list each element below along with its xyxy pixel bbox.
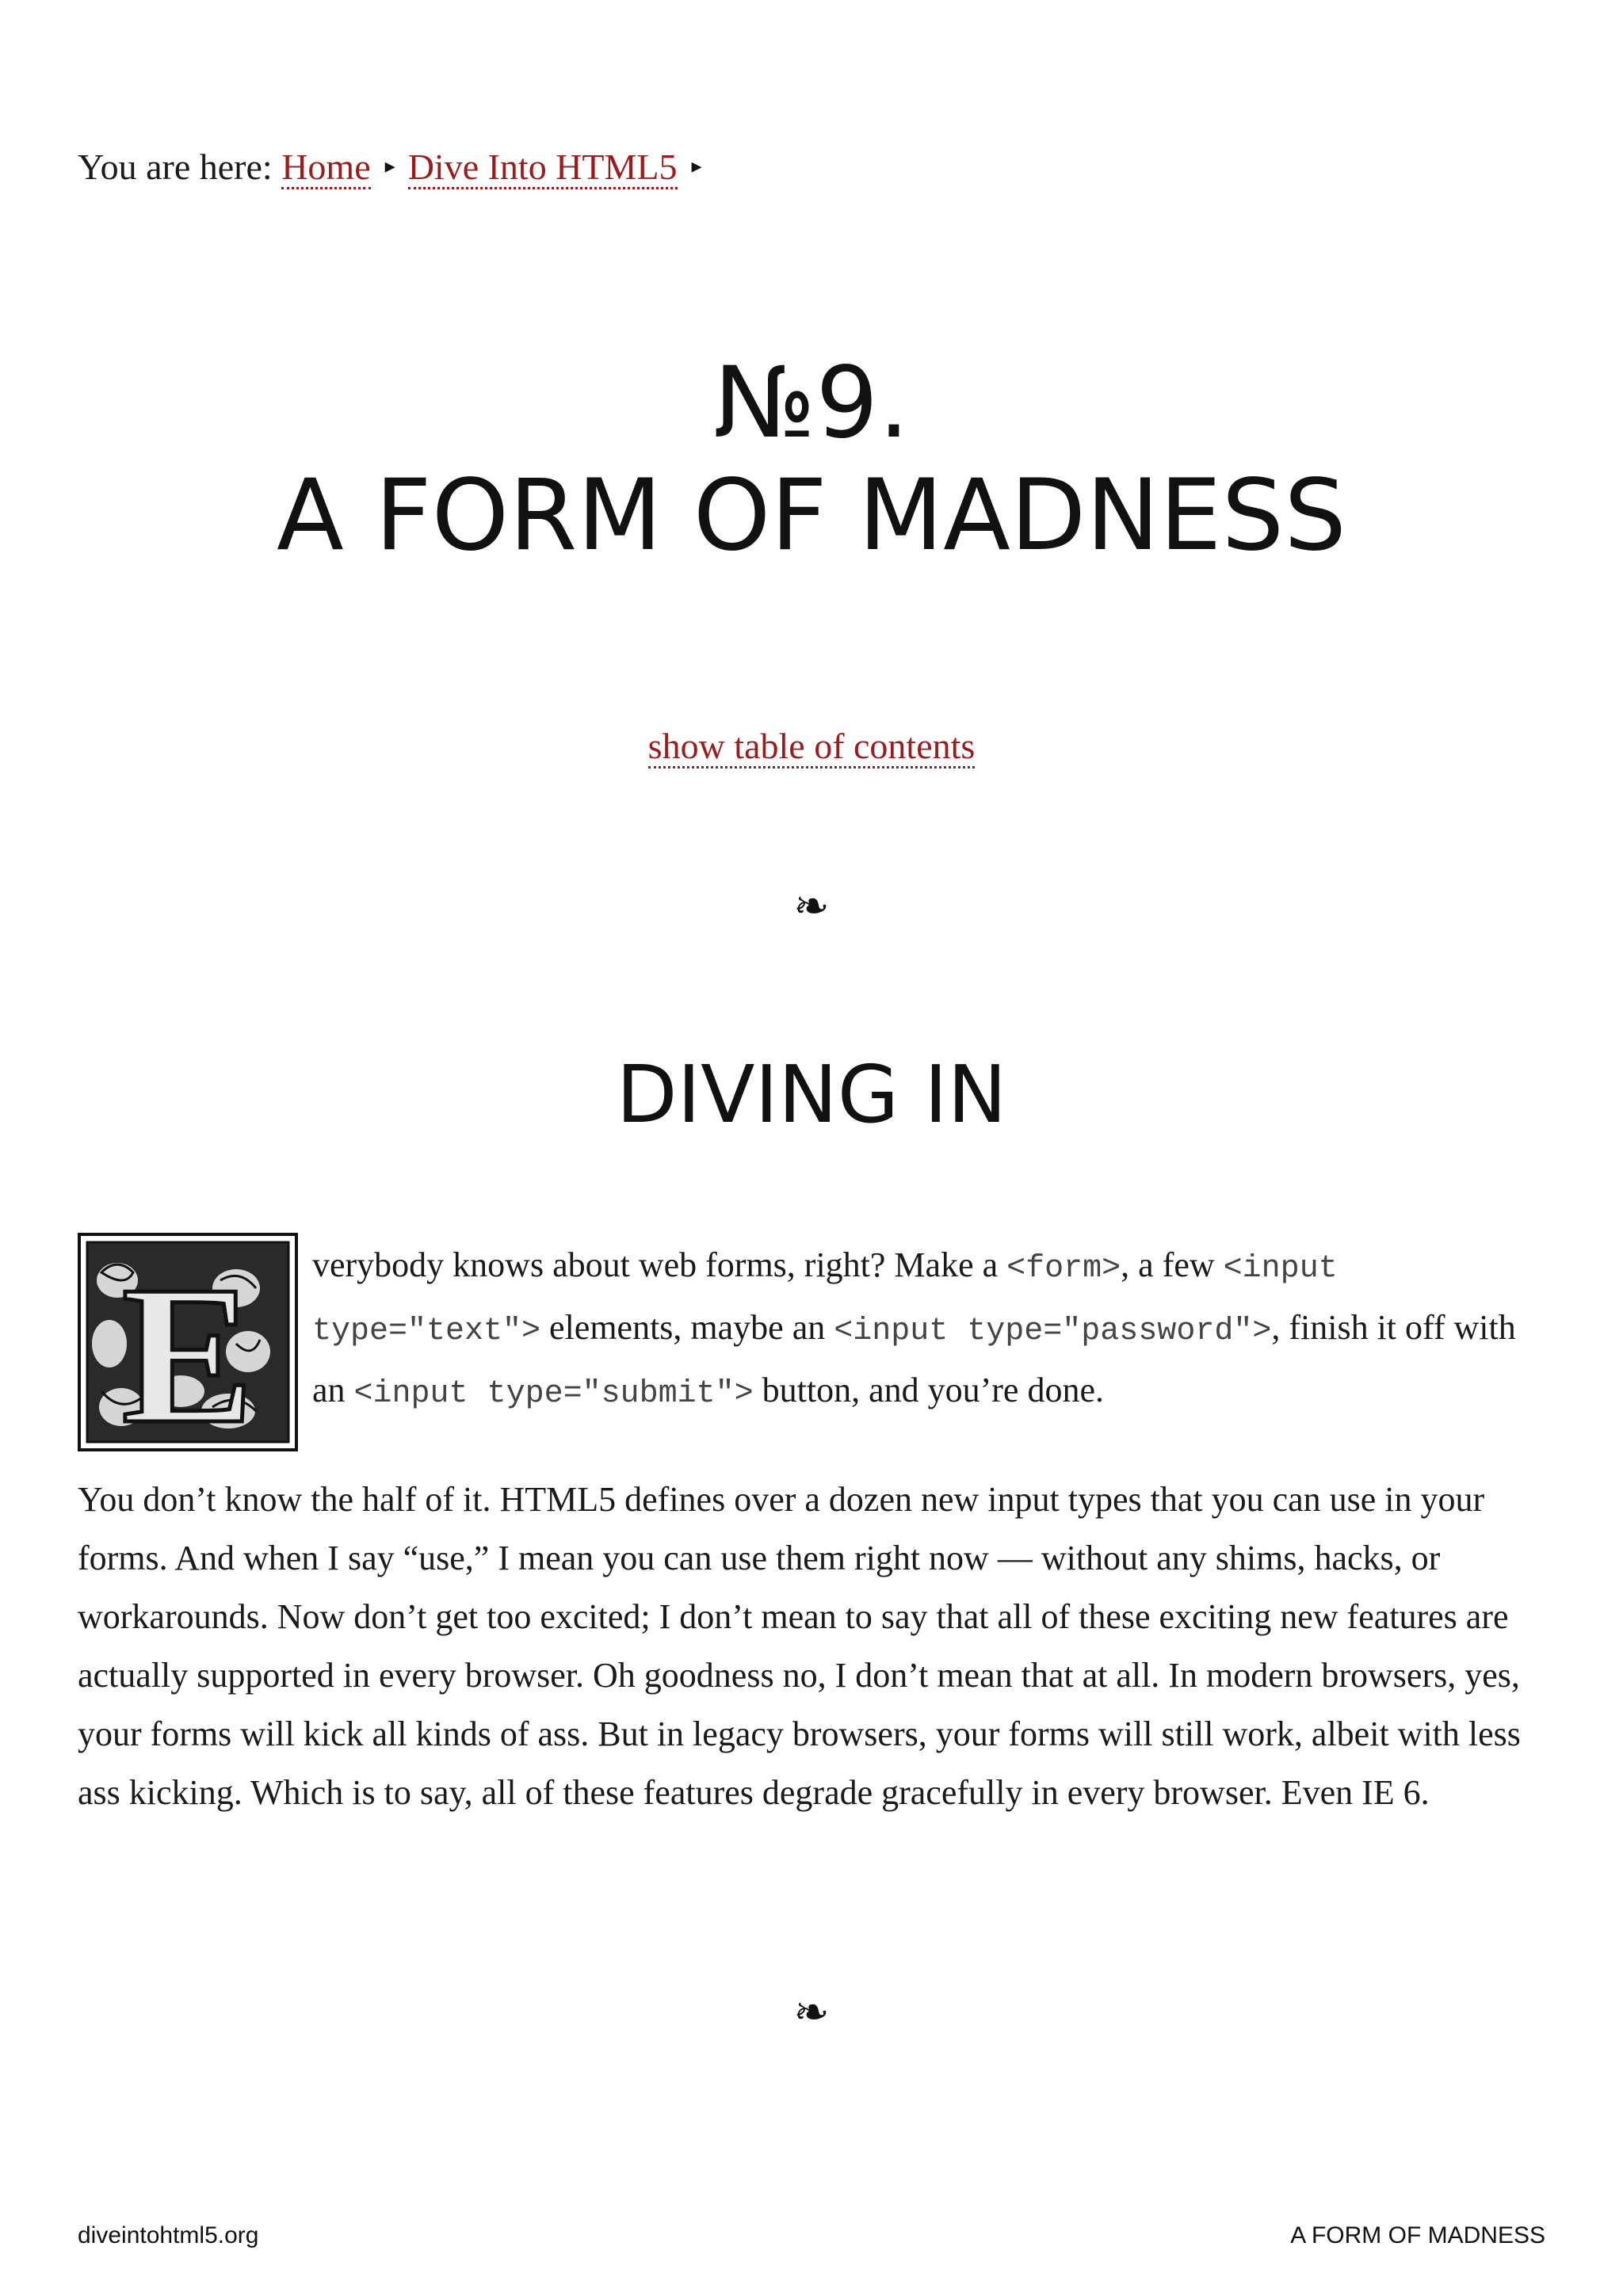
body-paragraph: You don’t know the half of it. HTML5 defines over a dozen new input types that you can use in your forms. And when I say “use,” I mean you can use them right now — without any shims, hacks, or workarounds. Now don’t get too excited; I don’t mean to say that all of these exciting new features are actually supported in every browser. Oh goodness no, I don’t mean that at all. In modern browsers, yes, your forms will kick all kinds of ass. But in legacy browsers, your forms will still work, albeit with less ass kicking. Which is to say, all of these features degrade gracefully in every browser. Even IE 6. xyxy=(78,1480,1521,1812)
intro-paragraph: verybody knows about web forms, right? Make a <form>, a few <input type="text"> elements, maybe an <input type="password">, finish it off with an <input type="submit"> button, and you’re done. xyxy=(312,1245,1516,1412)
breadcrumb-arrow-icon: ▸ xyxy=(384,154,395,177)
breadcrumb-arrow-icon: ▸ xyxy=(691,154,702,177)
code-input-submit: <input type="submit"> xyxy=(353,1376,754,1412)
footer-chapter-title: A FORM OF MADNESS xyxy=(1290,2222,1545,2248)
fleuron-icon: ❧ xyxy=(793,881,830,931)
show-toc-link[interactable]: show table of contents xyxy=(648,726,976,769)
footer-site-url: diveintohtml5.org xyxy=(78,2222,259,2248)
fleuron-icon: ❧ xyxy=(793,1987,830,2037)
section-heading: DIVING IN xyxy=(616,1048,1007,1141)
code-form: <form> xyxy=(1006,1251,1121,1287)
dropcap-e-image xyxy=(78,1233,298,1451)
breadcrumb-home-link[interactable]: Home xyxy=(281,147,370,189)
page-title xyxy=(0,347,1623,572)
breadcrumb-dive-into-html5-link[interactable]: Dive Into HTML5 xyxy=(408,147,678,189)
chapter-number: №9. xyxy=(713,346,910,460)
code-input-password: <input type="password"> xyxy=(834,1314,1272,1349)
code-input-text: <input type="text"> xyxy=(312,1251,1338,1349)
chapter-title: A FORM OF MADNESS xyxy=(277,459,1346,573)
breadcrumb xyxy=(78,139,715,194)
toc-container xyxy=(0,719,1623,773)
breadcrumb-prefix: You are here: xyxy=(78,147,273,187)
dropcap-letter: E xyxy=(121,1245,254,1451)
